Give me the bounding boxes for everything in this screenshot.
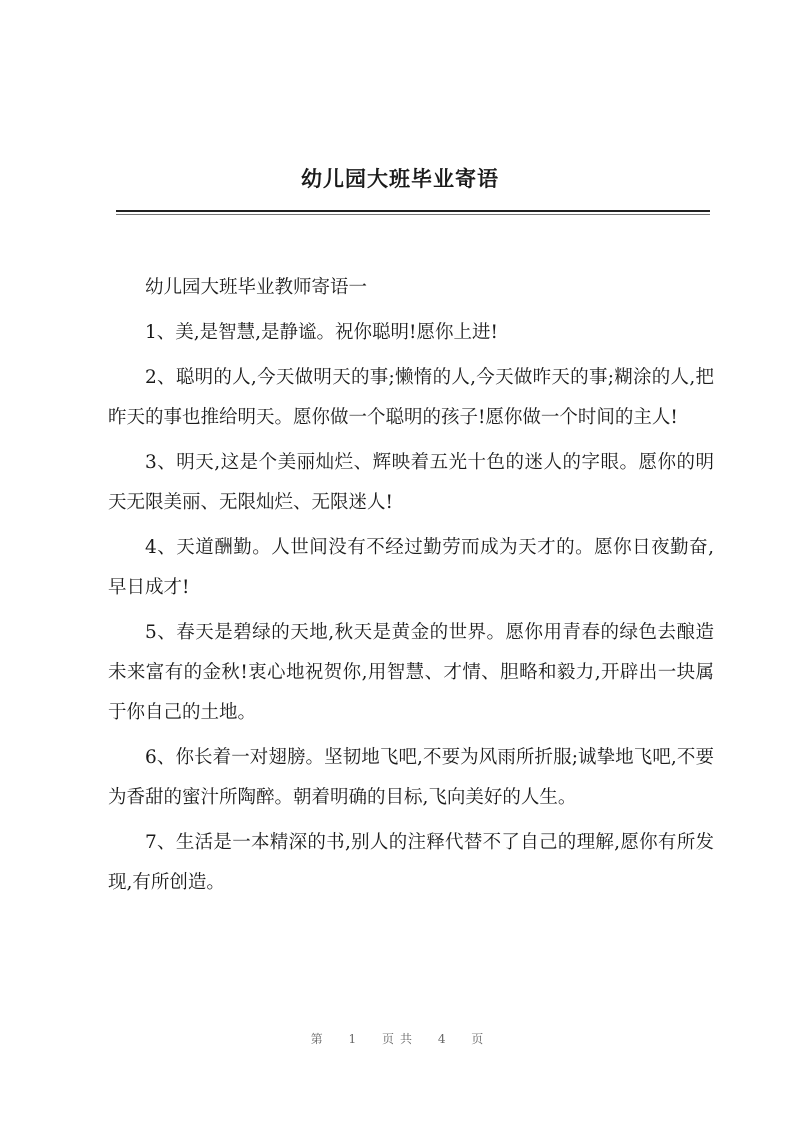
footer-total-pages: 4 (437, 1032, 452, 1046)
footer-page-number: 1 (348, 1032, 363, 1046)
section-heading: 幼儿园大班毕业教师寄语一 (145, 277, 368, 298)
footer-prefix: 第 (310, 1032, 329, 1046)
paragraph-5: 5、春天是碧绿的天地,秋天是黄金的世界。愿你用青春的绿色去酿造未来富有的金秋!衷心地祝贺你,用智慧、才情、胆略和毅力,开辟出一块属于你自己的土地。 (108, 622, 714, 723)
paragraph-3: 3、明天,这是个美丽灿烂、辉映着五光十色的迷人的字眼。愿你的明天无限美丽、无限灿烂、无限迷人! (108, 452, 714, 513)
paragraph-7: 7、生活是一本精深的书,别人的注释代替不了自己的理解,愿你有所发现,有所创造。 (108, 832, 714, 893)
document-body (108, 268, 714, 908)
paragraph-1: 1、美,是智慧,是静谧。祝你聪明!愿你上进! (145, 322, 498, 343)
paragraph-2: 2、聪明的人,今天做明天的事;懒惰的人,今天做昨天的事;糊涂的人,把昨天的事也推给明天。愿你做一个聪明的孩子!愿你做一个时间的主人! (108, 367, 714, 428)
footer-suffix: 页 (471, 1032, 490, 1046)
title-divider-thin (116, 214, 710, 215)
paragraph-6: 6、你长着一对翅膀。坚韧地飞吧,不要为风雨所折服;诚挚地飞吧,不要为香甜的蜜汁所陶醉。朝着明确的目标,飞向美好的人生。 (108, 747, 714, 808)
page-footer (0, 1030, 800, 1047)
footer-middle: 页共 (381, 1032, 418, 1046)
page-title: 幼儿园大班毕业寄语 (301, 167, 499, 191)
title-divider (116, 210, 710, 212)
paragraph-4: 4、天道酬勤。人世间没有不经过勤劳而成为天才的。愿你日夜勤奋,早日成才! (108, 537, 714, 598)
